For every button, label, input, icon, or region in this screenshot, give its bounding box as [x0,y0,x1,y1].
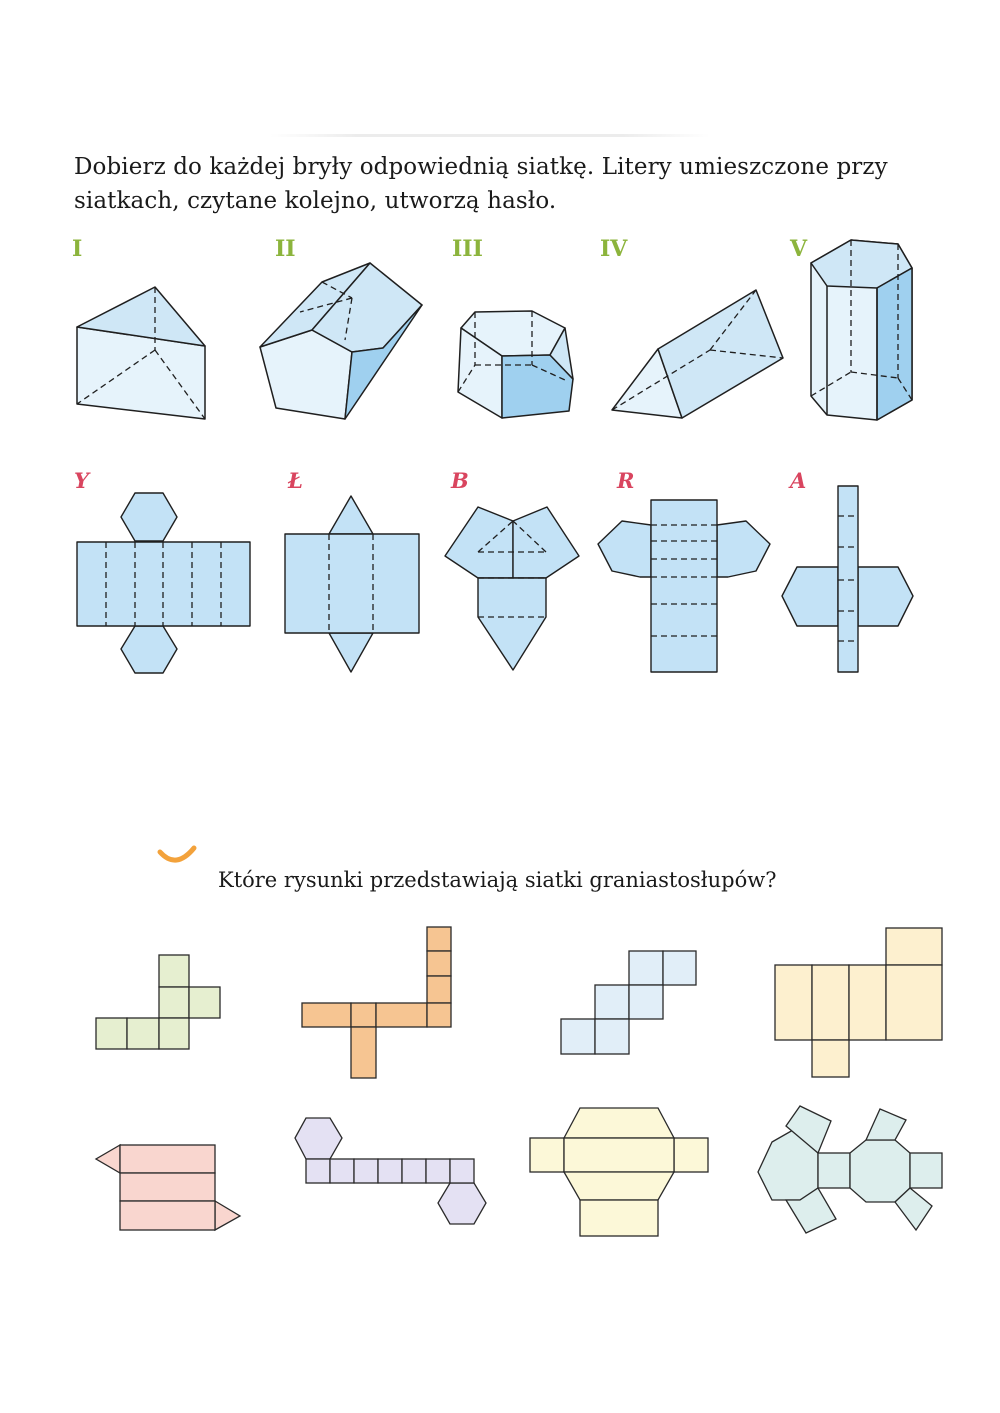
solid-label-5: V [790,236,808,262]
solid-label-3: III [452,236,483,262]
net-l [285,496,419,672]
net-b [445,507,579,670]
solid-label-2: II [275,236,296,262]
solid-label-4: IV [600,236,628,262]
figure-blue-net [561,951,696,1054]
solid-hexagonal-prism-tall [811,240,912,420]
figure-teal-net [758,1106,942,1233]
solid-triangular-prism-tilted [612,290,783,418]
net-label-a: A [790,468,807,493]
figure-pink-net [96,1145,240,1230]
solid-triangular-prism [77,287,205,419]
task1-instruction: Dobierz do każdej bryły odpowiednią siatkę. Litery umieszczone przy siatkach, czytane kolejno, utworzą hasło. [74,154,888,214]
solid-label-1: I [72,236,83,262]
net-label-b: B [451,468,469,493]
task-marker-arc [160,848,194,860]
net-label-r: R [617,468,635,493]
solid-hexagonal-prism-short [458,311,573,418]
solid-pentagonal-prism [260,263,422,419]
figure-cream-net [530,1108,708,1236]
figure-yellow-net [775,928,942,1077]
figure-orange-net [302,927,451,1078]
figure-green-net [96,955,220,1049]
figure-violet-net [295,1118,486,1224]
net-label-y: Y [74,468,89,493]
net-a [782,486,913,672]
net-label-l: Ł [288,468,303,493]
task2-question: Które rysunki przedstawiają siatki graniastosłupów? [218,868,777,892]
net-y [77,493,250,673]
net-r [598,500,770,672]
